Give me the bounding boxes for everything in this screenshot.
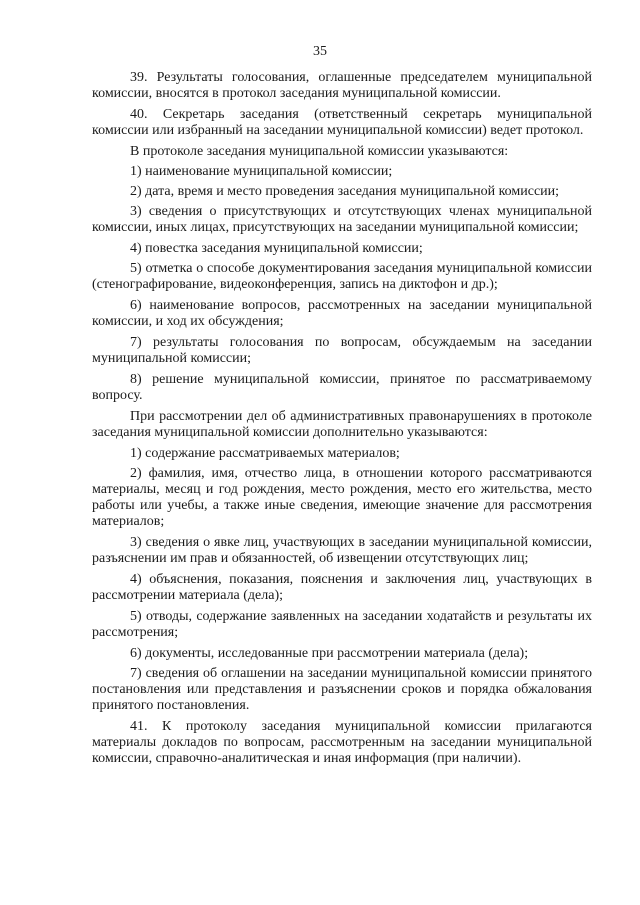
list-item: 4) повестка заседания муниципальной комиссии;: [130, 241, 423, 256]
list-item: 4) объяснения, показания, пояснения и заключения лиц, участвующих в рассмотрении материала (дела);: [92, 572, 592, 603]
paragraph-39: 39. Результаты голосования, оглашенные председателем муниципальной комиссии, вносятся в протокол заседания муниципальной комиссии.: [92, 70, 592, 101]
list-item: 7) сведения об оглашении на заседании муниципальной комиссии принятого постановления или представления и разъяснении сроков и порядка обжалования принятого постановления.: [92, 666, 592, 713]
paragraph-40: 40. Секретарь заседания (ответственный секретарь муниципальной комиссии или избранный на заседании муниципальной комиссии) ведет протокол.: [92, 107, 592, 138]
list-item: 1) наименование муниципальной комиссии;: [130, 164, 393, 179]
list-item: 1) содержание рассматриваемых материалов;: [130, 446, 400, 461]
list-item: 2) дата, время и место проведения заседания муниципальной комиссии;: [130, 184, 560, 199]
list-item: 6) наименование вопросов, рассмотренных на заседании муниципальной комиссии, и ход их обсуждения;: [92, 298, 592, 329]
list-item: 3) сведения о явке лиц, участвующих в заседании муниципальной комиссии, разъяснении им прав и обязанностей, об извещении отсутствующих лиц;: [92, 535, 592, 566]
list-item: 3) сведения о присутствующих и отсутствующих членах муниципальной комиссии, иных лицах, присутствующих на заседании муниципальной комиссии;: [92, 204, 592, 235]
list-item: 8) решение муниципальной комиссии, принятое по рассматриваемому вопросу.: [92, 372, 592, 403]
paragraph-41: 41. К протоколу заседания муниципальной комиссии прилагаются материалы докладов по вопросам, рассмотренным на заседании муниципальной комиссии, справочно-аналитическая и иная информация (при наличии).: [92, 719, 592, 766]
protocol-contents-intro: В протоколе заседания муниципальной комиссии указываются:: [130, 144, 509, 159]
administrative-cases-intro: При рассмотрении дел об административных правонарушениях в протоколе заседания муниципальной комиссии дополнительно указываются:: [92, 409, 592, 440]
page-number: 35: [313, 44, 327, 59]
list-item: 6) документы, исследованные при рассмотрении материала (дела);: [130, 646, 529, 661]
list-item: 7) результаты голосования по вопросам, обсуждаемым на заседании муниципальной комиссии;: [92, 335, 592, 366]
list-item: 2) фамилия, имя, отчество лица, в отношении которого рассматриваются материалы, месяц и год рождения, место рождения, место его жительства, место работы или учебы, а также иные сведения, имеющие значение для рассмотрения материалов;: [92, 466, 592, 529]
list-item: 5) отводы, содержание заявленных на заседании ходатайств и результаты их рассмотрения;: [92, 609, 592, 640]
list-item: 5) отметка о способе документирования заседания муниципальной комиссии (стенографирование, видеоконференция, запись на диктофон и др.);: [92, 261, 592, 292]
document-body: [92, 70, 592, 772]
